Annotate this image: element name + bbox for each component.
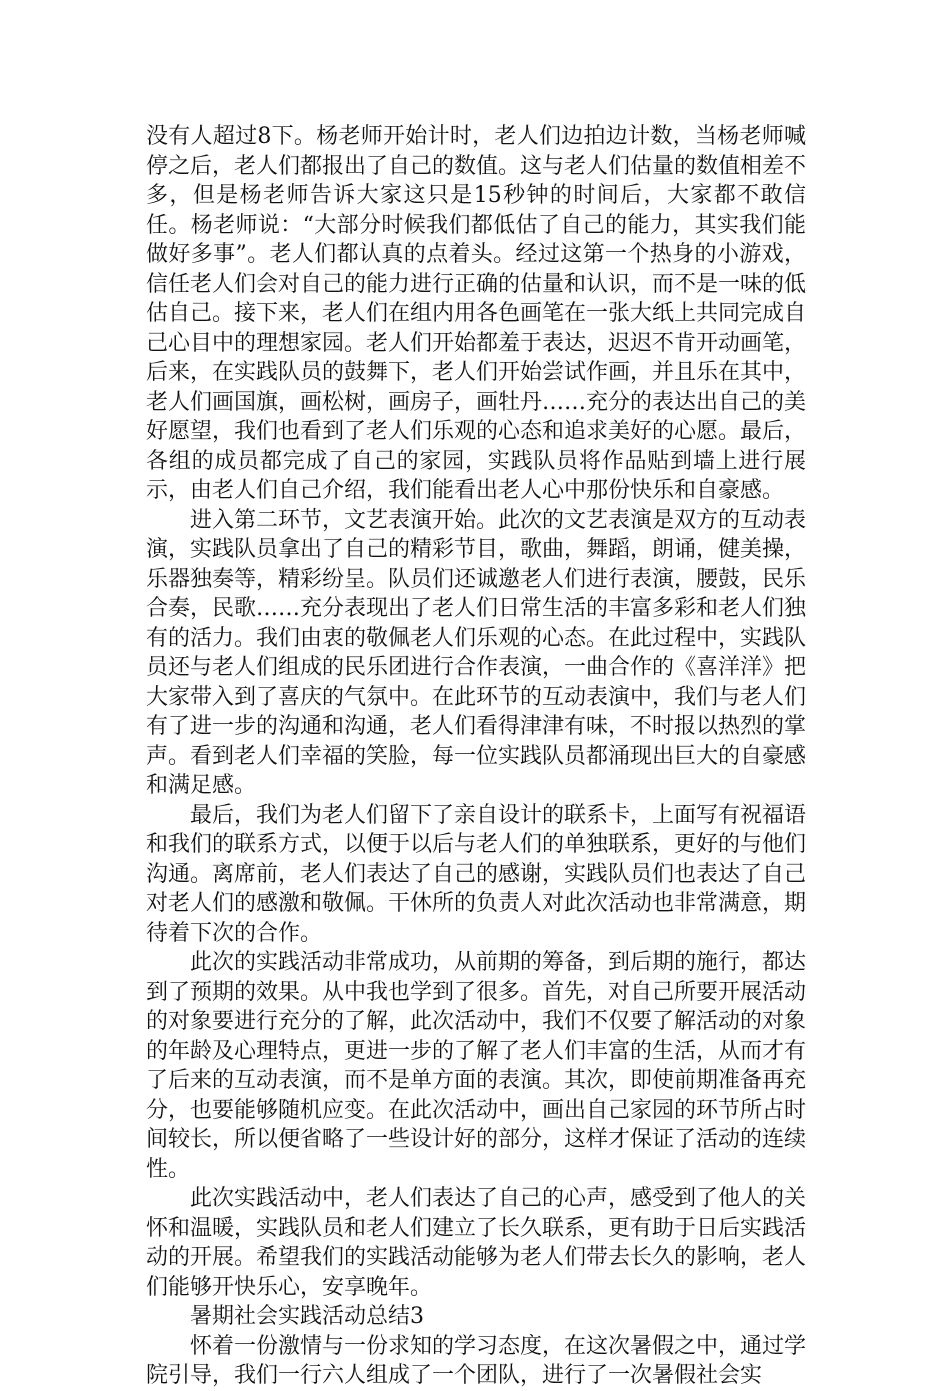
paragraph-5: 此次实践活动中，老人们表达了自己的心声，感受到了他人的关怀和温暖，实践队员和老人们建立了长久联系，更有助于日后实践活动的开展。希望我们的实践活动能够为老人们带去长久的影响，老人们能够开快乐心，安享晚年。 [146,1186,807,1300]
section-heading: 暑期社会实践活动总结3 [190,1304,424,1329]
paragraph-4: 此次的实践活动非常成功，从前期的筹备，到后期的施行，都达到了预期的效果。从中我也学到了很多。首先，对自己所要开展活动的对象要进行充分的了解，此次活动中，我们不仅要了解活动的对象的年龄及心理特点，更进一步的了解了老人们丰富的生活，从而才有了后来的互动表演，而不是单方面的表演。其次，即使前期准备再充分，也要能够随机应变。在此次活动中，画出自己家园的环节所占时间较长，所以便省略了一些设计好的部分，这样才保证了活动的连续性。 [146,950,807,1182]
paragraph-1: 没有人超过8下。杨老师开始计时，老人们边拍边计数，当杨老师喊停之后，老人们都报出了自己的数值。这与老人们估量的数值相差不多，但是杨老师告诉大家这只是15秒钟的时间后，大家都不敢信任。杨老师说：“大部分时候我们都低估了自己的能力，其实我们能做好多事”。老人们都认真的点着头。经过这第一个热身的小游戏，信任老人们会对自己的能力进行正确的估量和认识，而不是一味的低估自己。接下来，老人们在组内用各色画笔在一张大纸上共同完成自己心目中的理想家园。老人们开始都羞于表达，迟迟不肯开动画笔，后来，在实践队员的鼓舞下，老人们开始尝试作画，并且乐在其中，老人们画国旗，画松树，画房子，画牡丹……充分的表达出自己的美好愿望，我们也看到了老人们乐观的心态和追求美好的心愿。最后，各组的成员都完成了自己的家园，实践队员将作品贴到墙上进行展示，由老人们自己介绍，我们能看出老人心中那份快乐和自豪感。 [146,124,807,503]
paragraph-6: 怀着一份激情与一份求知的学习态度，在这次暑假之中，通过学院引导，我们一行六人组成了一个团队，进行了一次暑假社会实 [146,1333,807,1388]
document-body [146,122,806,1391]
paragraph-2: 进入第二环节，文艺表演开始。此次的文艺表演是双方的互动表演，实践队员拿出了自己的精彩节目，歌曲，舞蹈，朗诵，健美操，乐器独奏等，精彩纷呈。队员们还诚邀老人们进行表演，腰鼓，民乐合奏，民歌……充分表现出了老人们日常生活的丰富多彩和老人们独有的活力。我们由衷的敬佩老人们乐观的心态。在此过程中，实践队员还与老人们组成的民乐团进行合作表演，一曲合作的《喜洋洋》把大家带入到了喜庆的气氛中。在此环节的互动表演中，我们与老人们有了进一步的沟通和沟通，老人们看得津津有味，不时报以热烈的掌声。看到老人们幸福的笑脸，每一位实践队员都涌现出巨大的自豪感和满足感。 [146,507,807,798]
paragraph-3: 最后，我们为老人们留下了亲自设计的联系卡，上面写有祝福语和我们的联系方式，以便于以后与老人们的单独联系，更好的与他们沟通。离席前，老人们表达了自己的感谢，实践队员们也表达了自己对老人们的感激和敬佩。干休所的负责人对此次活动也非常满意，期待着下次的合作。 [146,802,807,946]
